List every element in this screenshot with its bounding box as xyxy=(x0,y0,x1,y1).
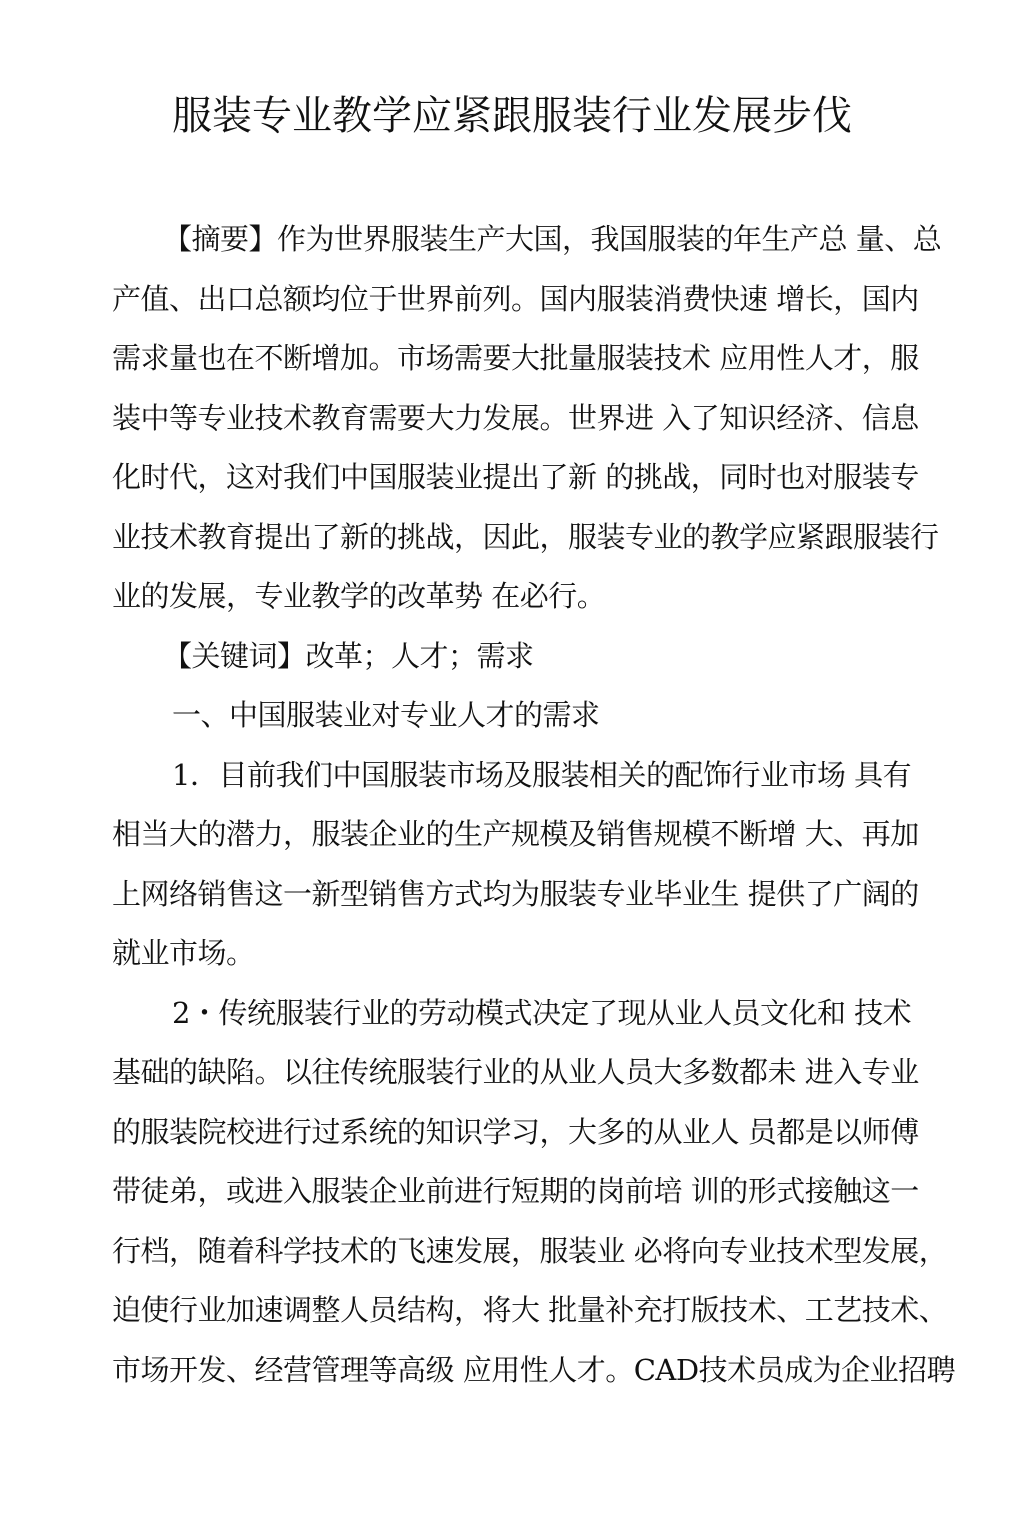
paragraph-2-line-2: 基础的缺陷。以往传统服装行业的从业人员大多数都未 进入专业 xyxy=(112,1055,919,1089)
paragraph-2-line-4: 带徒弟，或进入服装企业前进行短期的岗前培 训的形式接触这一 xyxy=(112,1174,919,1208)
abstract-line-5: 化时代，这对我们中国服装业提出了新 的挑战，同时也对服装专 xyxy=(112,460,919,494)
abstract-line-1: 【摘要】作为世界服装生产大国，我国服装的年生产总 量、总 xyxy=(163,222,942,256)
keywords-line: 【关键词】改革；人才；需求 xyxy=(163,639,534,673)
abstract-line-6: 业技术教育提出了新的挑战，因此，服装专业的教学应紧跟服装行 xyxy=(112,520,939,554)
section-heading: 一、中国服装业对专业人才的需求 xyxy=(172,698,600,732)
paragraph-1-line-1: 1．目前我们中国服装市场及服装相关的配饰行业市场 具有 xyxy=(172,758,912,792)
document-title: 服装专业教学应紧跟服装行业发展步伐 xyxy=(172,93,852,139)
paragraph-1-line-4: 就业市场。 xyxy=(112,936,255,970)
paragraph-1-line-2: 相当大的潜力，服装企业的生产规模及销售规模不断增 大、再加 xyxy=(112,817,919,851)
paragraph-2-line-3: 的服装院校进行过系统的知识学习，大多的从业人 员都是以师傅 xyxy=(112,1115,919,1149)
abstract-line-3: 需求量也在不断增加。市场需要大批量服装技术 应用性人才，服 xyxy=(112,341,919,375)
paragraph-2-line-1: 2・传统服装行业的劳动模式决定了现从业人员文化和 技术 xyxy=(172,996,912,1030)
paragraph-2-line-6: 迫使行业加速调整人员结构，将大 批量补充打版技术、工艺技术、 xyxy=(112,1293,948,1327)
paragraph-1-line-3: 上网络销售这一新型销售方式均为服装专业毕业生 提供了广阔的 xyxy=(112,877,919,911)
paragraph-2-line-5: 行档，随着科学技术的飞速发展，服装业 必将向专业技术型发展， xyxy=(112,1234,948,1268)
abstract-line-2: 产值、出口总额均位于世界前列。国内服装消费快速 增长，国内 xyxy=(112,282,919,316)
abstract-line-4: 装中等专业技术教育需要大力发展。世界进 入了知识经济、信息 xyxy=(112,401,919,435)
abstract-line-7: 业的发展，专业教学的改革势 在必行。 xyxy=(112,579,606,613)
paragraph-2-line-7: 市场开发、经营管理等高级 应用性人才。CAD技术员成为企业招聘 xyxy=(112,1353,956,1387)
